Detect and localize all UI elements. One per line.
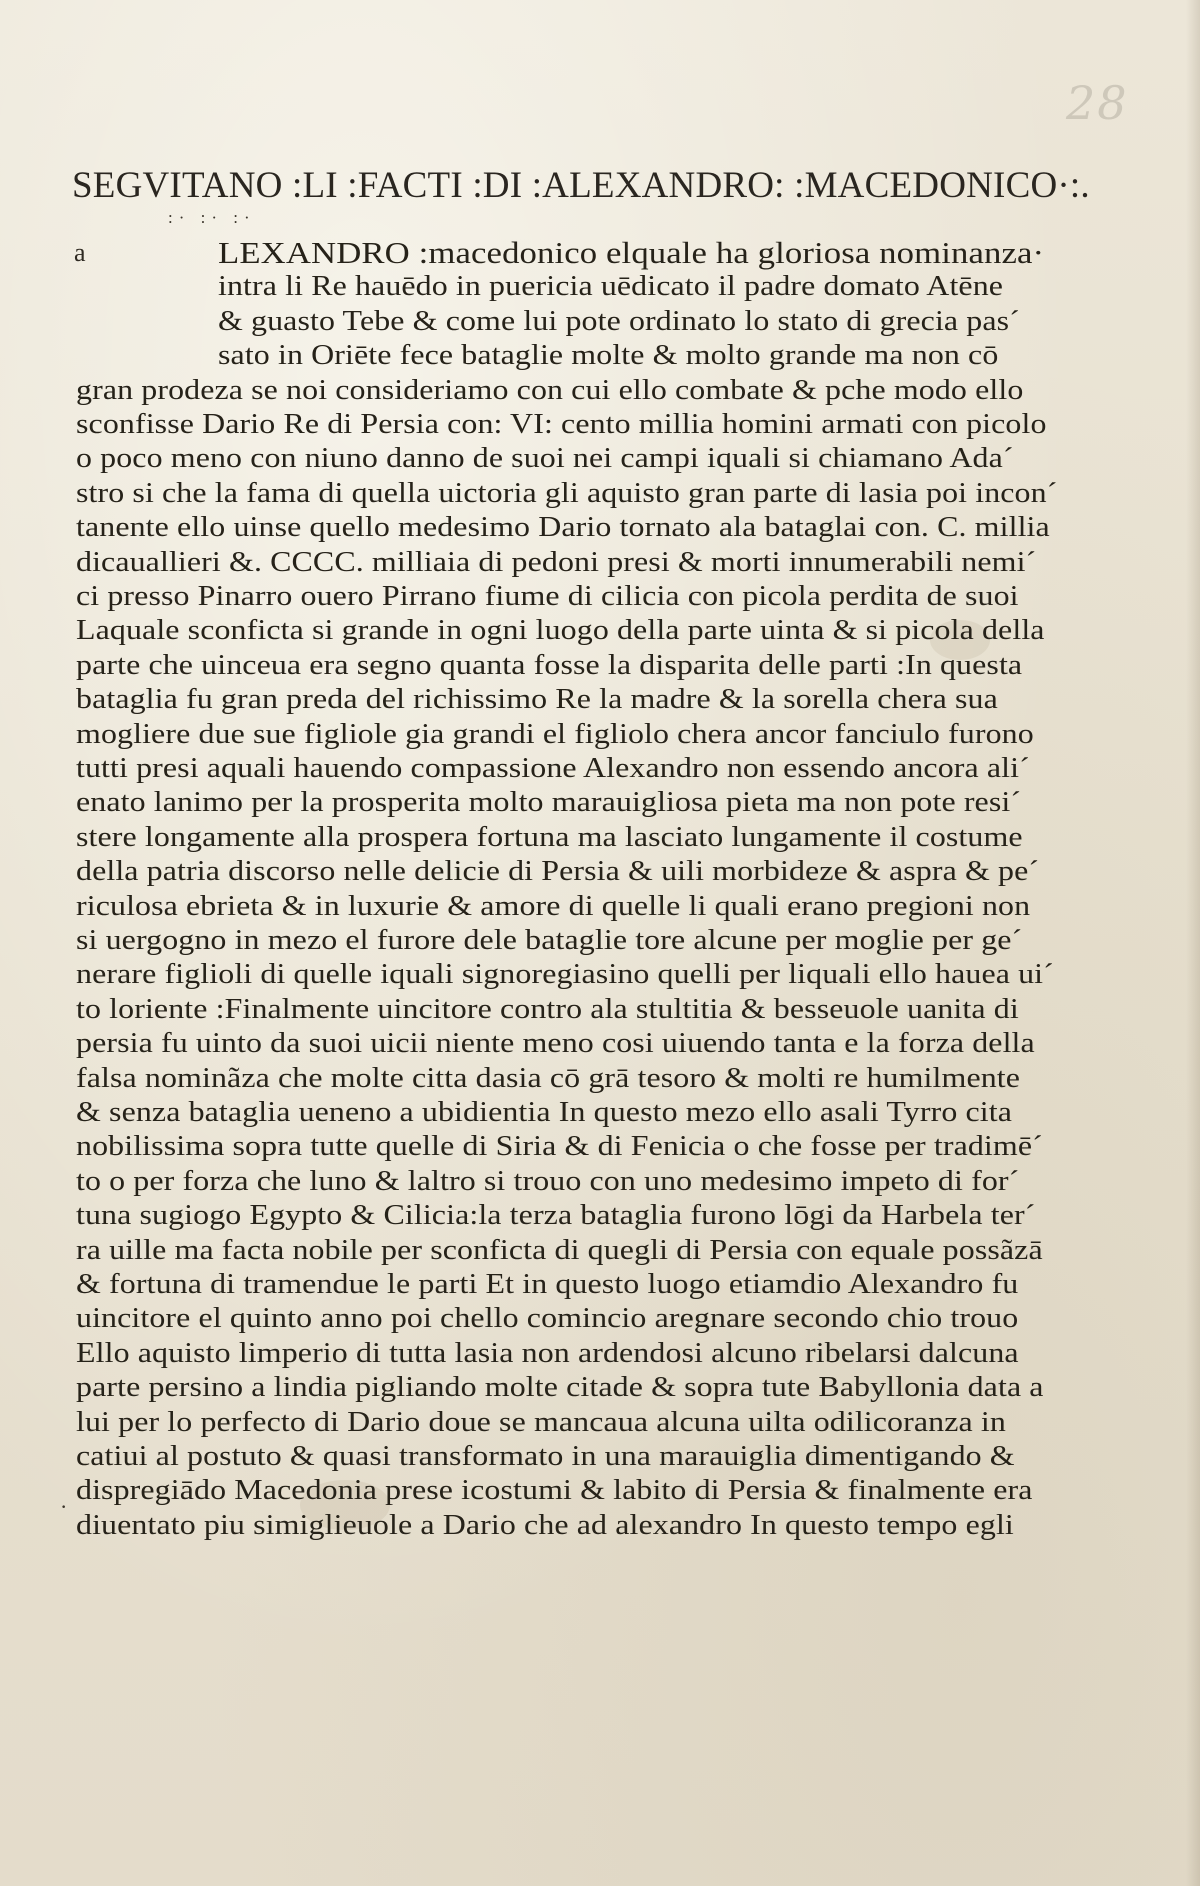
text-line: nerare figlioli di quelle iquali signoregiasino quelli per liquali ello hauea ui´ xyxy=(76,959,1054,991)
page-edge-shadow xyxy=(1186,0,1200,1886)
text-line: enato lanimo per la prosperita molto marauigliosa pieta ma non pote resi´ xyxy=(76,787,1022,819)
text-line: parte persino a lindia pigliando molte citade & sopra tute Babyllonia data a xyxy=(76,1372,1044,1404)
margin-mark: · xyxy=(60,1494,68,1519)
text-line: della patria discorso nelle delicie di Persia & uili morbideze & aspra & pe´ xyxy=(76,856,1040,888)
text-line: persia fu uinto da suoi uicii niente meno cosi uiuendo tanta e la forza della xyxy=(76,1028,1035,1060)
text-line: to o per forza che luno & laltro si trouo con uno medesimo impeto di for´ xyxy=(76,1165,1020,1197)
text-line: LEXANDRO :macedonico elquale ha gloriosa nominanza· xyxy=(218,235,1045,270)
text-line: gran prodeza se noi consideriamo con cui ello combate & pche modo ello xyxy=(76,374,1024,406)
text-line: mogliere due sue figliole gia grandi el figliolo chera ancor fanciulo furono xyxy=(76,718,1034,750)
text-line: nobilissima sopra tutte quelle di Siria & di Fenicia o che fosse per tradimē´ xyxy=(76,1131,1043,1163)
text-line: riculosa ebrieta & in luxurie & amore di quelle li quali erano pregioni non xyxy=(76,890,1031,922)
text-line: ra uille ma facta nobile per sconficta di quegli di Persia con equale possãzā xyxy=(76,1234,1043,1266)
text-line: tuna sugiogo Egypto & Cilicia:la terza bataglia furono lōgi da Harbela ter´ xyxy=(76,1200,1036,1232)
folio-number: 28 xyxy=(1066,76,1129,130)
text-line: & senza bataglia ueneno a ubidientia In questo mezo ello asali Tyrro cita xyxy=(76,1097,1013,1128)
text-line: sconfisse Dario Re di Persia con: VI: cento millia homini armati con picolo xyxy=(76,409,1047,440)
text-line: stro si che la fama di quella uictoria gli aquisto gran parte di lasia poi incon´ xyxy=(76,477,1058,509)
text-line: & guasto Tebe & come lui pote ordinato lo stato di grecia pas´ xyxy=(218,305,1020,337)
text-line: tutti presi aquali hauendo compassione Alexandro non essendo ancora ali´ xyxy=(76,753,1030,784)
text-line: catiui al postuto & quasi transformato in una marauiglia dimentigando & xyxy=(76,1441,1015,1472)
text-line: dispregiādo Macedonia prese icostumi & labito di Persia & finalmente era xyxy=(76,1475,1033,1507)
text-line: tanente ello uinse quello medesimo Dario tornato ala bataglai con. C. millia xyxy=(76,512,1050,544)
text-line: si uergogno in mezo el furore dele bataglie tore alcune per moglie per ge´ xyxy=(76,925,1023,956)
heading-ornament: :· :· :· xyxy=(168,208,256,227)
text-line: ci presso Pinarro ouero Pirrano fiume di cilicia con picola perdita de suoi xyxy=(76,581,1019,612)
text-line: parte che uinceua era segno quanta fosse la disparita delle parti :In questa xyxy=(76,649,1023,681)
text-line: Laquale sconficta si grande in ogni luogo della parte uinta & si picola della xyxy=(76,615,1045,647)
text-line: o poco meno con niuno danno de suoi nei campi iquali si chiamano Ada´ xyxy=(76,443,1014,475)
text-line: dicauallieri &. CCCC. milliaia di pedoni presi & morti innumerabili nemi´ xyxy=(76,546,1037,578)
text-line: intra li Re hauēdo in puericia uēdicato il padre domato Atēne xyxy=(218,271,1004,303)
text-line: uincitore el quinto anno poi chello comincio aregnare secondo chio trouo xyxy=(76,1303,1019,1335)
text-line: stere longamente alla prospera fortuna ma lasciato lungamente il costume xyxy=(76,821,1023,853)
text-line: bataglia fu gran preda del richissimo Re la madre & la sorella chera sua xyxy=(76,684,998,716)
text-line: to loriente :Finalmente uincitore contro ala stultitia & besseuole uanita di xyxy=(76,993,1019,1025)
text-line: falsa nominãza che molte citta dasia cō grā tesoro & molti re humilmente xyxy=(76,1062,1021,1094)
page-heading: SEGVITANO :LI :FACTI :DI :ALEXANDRO: :MACEDONICO·:. xyxy=(72,165,1090,206)
text-line: sato in Oriēte fece bataglie molte & molto grande ma non cō xyxy=(218,340,999,372)
text-line: Ello aquisto limperio di tutta lasia non ardendosi alcuno ribelarsi dalcuna xyxy=(76,1337,1019,1369)
text-line: lui per lo perfecto di Dario doue se mancaua alcuna uilta odilicoranza in xyxy=(76,1406,1006,1438)
text-line: diuentato piu simiglieuole a Dario che ad alexandro In questo tempo egli xyxy=(76,1509,1014,1541)
initial-guide-letter: a xyxy=(74,238,86,267)
text-line: & fortuna di tramendue le parti Et in questo luogo etiamdio Alexandro fu xyxy=(76,1269,1019,1300)
